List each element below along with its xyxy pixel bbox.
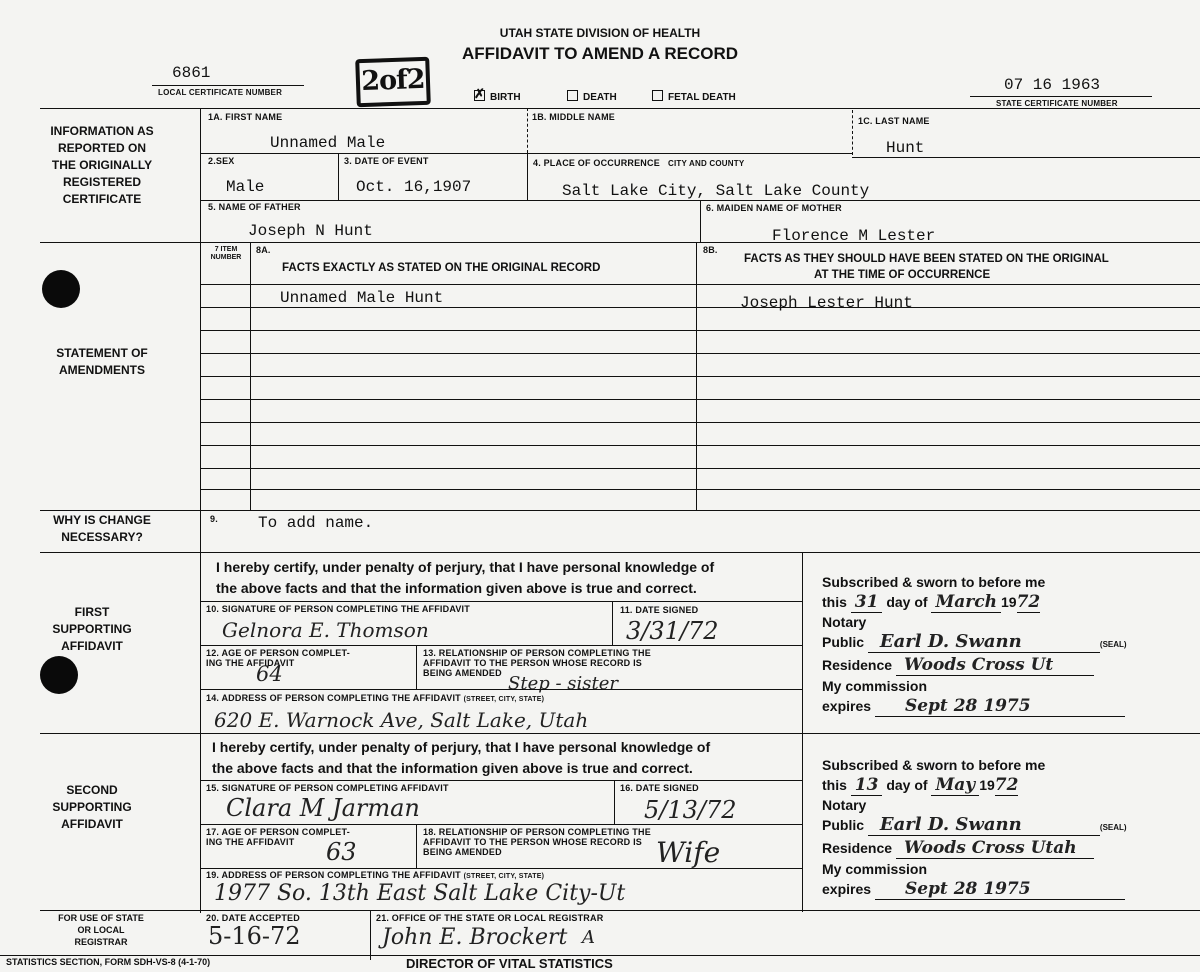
first-notary-expires: Sept 28 1975	[875, 696, 1125, 717]
second-notary-day: 13	[851, 775, 883, 796]
second-notary-year: 72	[994, 775, 1019, 795]
reason-number: 9.	[210, 514, 218, 524]
column-8a-number: 8A.	[256, 245, 271, 255]
first-notary-day: 31	[851, 592, 883, 613]
first-certification-line2: the above facts and that the information given above is true and correct.	[216, 580, 697, 596]
second-age-label-line2: ING THE AFFIDAVIT	[206, 837, 295, 847]
registrar-office-label: 21. OFFICE OF THE STATE OR LOCAL REGISTRAR	[376, 913, 604, 923]
first-expires-label: expires	[822, 698, 872, 714]
form-title: AFFIDAVIT TO AMEND A RECORD	[461, 44, 739, 63]
fetal-death-label: FETAL DEATH	[668, 92, 736, 103]
why-change-side-label: WHY IS CHANGE NECESSARY?	[53, 513, 151, 544]
father-name-value: Joseph N Hunt	[248, 222, 373, 240]
second-notary-block	[822, 755, 1192, 905]
place-value: Salt Lake City, Salt Lake County	[562, 182, 870, 200]
last-name-value: Hunt	[886, 139, 925, 157]
original-fact-value: Unnamed Male Hunt	[280, 289, 444, 307]
second-certification-line2: the above facts and that the information given above is true and correct.	[212, 760, 693, 776]
last-name-label: 1C. LAST NAME	[858, 116, 930, 126]
second-notary-day-of: day of	[886, 777, 928, 793]
second-age: 63	[326, 838, 357, 866]
form-identifier: STATISTICS SECTION, FORM SDH-VS-8 (4-1-70)	[6, 957, 211, 967]
second-commission-label: My commission	[822, 861, 928, 877]
first-address-label: 14. ADDRESS OF PERSON COMPLETING THE AFFIDAVIT (STREET, CITY, STATE)	[206, 693, 545, 703]
first-date-label: 11. DATE SIGNED	[620, 605, 699, 615]
middle-name-label: 1B. MIDDLE NAME	[532, 112, 616, 122]
second-relationship-label-line2: AFFIDAVIT TO THE PERSON WHOSE RECORD IS	[423, 837, 642, 847]
state-certificate-label: STATE CERTIFICATE NUMBER	[996, 99, 1118, 108]
first-relationship-label-line1: 13. RELATIONSHIP OF PERSON COMPLETING THE	[423, 648, 651, 658]
amendments-side-label: STATEMENT OF AMENDMENTS	[56, 346, 148, 377]
date-of-event-value: Oct. 16,1907	[356, 178, 472, 196]
second-relationship: Wife	[656, 836, 721, 869]
second-relationship-label-line1: 18. RELATIONSHIP OF PERSON COMPLETING THE	[423, 827, 651, 837]
record-type-fetal-death[interactable]	[652, 90, 736, 103]
first-notary-year-prefix: 19	[1000, 594, 1017, 610]
local-certificate-number: 6861	[172, 64, 211, 82]
second-residence-label: Residence	[822, 840, 893, 856]
record-type-death[interactable]	[567, 90, 617, 103]
first-notary-this: this	[822, 594, 847, 610]
reason-value: To add name.	[258, 514, 374, 532]
column-8b-header-line1: FACTS AS THEY SHOULD HAVE BEEN STATED ON THE ORIGINAL	[744, 253, 1109, 265]
death-label: DEATH	[583, 92, 617, 103]
registrar-title: DIRECTOR OF VITAL STATISTICS	[406, 956, 613, 971]
death-checkbox[interactable]	[567, 90, 578, 101]
first-date-signed: 3/31/72	[626, 617, 719, 645]
sex-value: Male	[226, 178, 265, 196]
birth-checkbox[interactable]: ✗	[474, 86, 485, 101]
date-accepted-label: 20. DATE ACCEPTED	[206, 913, 300, 923]
first-name-label: 1A. FIRST NAME	[208, 112, 283, 122]
date-accepted: 5-16-72	[208, 922, 301, 950]
registrar-signature: John E. Brockert	[382, 925, 568, 950]
first-notary-residence: Woods Cross Ut	[896, 655, 1094, 676]
column-8b-header-line2: AT THE TIME OF OCCURRENCE	[814, 269, 991, 281]
first-relationship-label-line3: BEING AMENDED	[423, 668, 502, 678]
registrar-initials: A	[582, 927, 595, 948]
first-notary-public-label: Public	[822, 634, 865, 650]
first-notary-block	[822, 572, 1192, 722]
mother-name-label: 6. MAIDEN NAME OF MOTHER	[706, 203, 842, 213]
first-relationship: Step - sister	[508, 673, 618, 694]
first-commission-label: My commission	[822, 678, 928, 694]
second-address-label: 19. ADDRESS OF PERSON COMPLETING THE AFFIDAVIT (STREET, CITY, STATE)	[206, 870, 545, 880]
first-age: 64	[256, 662, 283, 686]
second-notary-expires: Sept 28 1975	[875, 879, 1125, 900]
place-label: 4. PLACE OF OCCURRENCE CITY AND COUNTY	[533, 158, 745, 168]
birth-label: BIRTH	[490, 92, 521, 103]
first-notary-year: 72	[1016, 592, 1041, 612]
second-address: 1977 So. 13th East Salt Lake City-Ut	[214, 881, 626, 906]
fetal-death-checkbox[interactable]	[652, 90, 663, 101]
first-affidavit-side-label: FIRST SUPPORTING AFFIDAVIT	[52, 605, 132, 653]
first-signature-label: 10. SIGNATURE OF PERSON COMPLETING THE AFFIDAVIT	[206, 604, 470, 614]
second-signature: Clara M Jarman	[226, 794, 420, 822]
state-certificate-number: 07 16 1963	[1004, 76, 1101, 94]
first-notary-seal: (SEAL)	[1099, 640, 1127, 649]
second-age-label-line1: 17. AGE OF PERSON COMPLET-	[206, 827, 350, 837]
second-notary-label: Notary	[822, 797, 867, 813]
first-notary-month: March	[931, 592, 1001, 613]
second-affidavit-side-label: SECOND SUPPORTING AFFIDAVIT	[52, 783, 132, 831]
page-stamp	[355, 57, 431, 108]
first-notary-day-of: day of	[886, 594, 928, 610]
first-age-label-line1: 12. AGE OF PERSON COMPLET-	[206, 648, 350, 658]
item-number-label: 7 ITEM NUMBER	[210, 246, 242, 261]
first-signature: Gelnora E. Thomson	[222, 618, 429, 642]
column-8a-header: FACTS EXACTLY AS STATED ON THE ORIGINAL RECORD	[282, 262, 601, 274]
second-notary-year-prefix: 19	[979, 777, 995, 793]
father-name-label: 5. NAME OF FATHER	[208, 202, 301, 212]
punch-hole-bottom	[40, 656, 78, 694]
second-signature-label: 15. SIGNATURE OF PERSON COMPLETING AFFIDAVIT	[206, 783, 449, 793]
corrected-fact-value: Joseph Lester Hunt	[740, 294, 913, 312]
first-notary-sworn: Subscribed & sworn to before me	[822, 574, 1046, 590]
second-date-signed: 5/13/72	[644, 796, 737, 824]
second-date-label: 16. DATE SIGNED	[620, 783, 699, 793]
original-info-side-label: INFORMATION AS REPORTED ON THE ORIGINALLY REGISTERED CERTIFICATE	[50, 124, 154, 206]
record-type-birth[interactable]	[474, 86, 521, 103]
date-of-event-label: 3. DATE OF EVENT	[344, 156, 429, 166]
mother-name-value: Florence M Lester	[772, 227, 936, 245]
agency-name: UTAH STATE DIVISION OF HEALTH	[499, 26, 701, 40]
second-notary-public-label: Public	[822, 817, 865, 833]
first-certification-line1: I hereby certify, under penalty of perjury, that I have personal knowledge of	[216, 559, 715, 575]
local-certificate-label: LOCAL CERTIFICATE NUMBER	[158, 88, 283, 97]
first-address: 620 E. Warnock Ave, Salt Lake, Utah	[214, 708, 589, 732]
second-notary-this: this	[822, 777, 847, 793]
column-8b-number: 8B.	[703, 245, 718, 255]
first-age-label-line2: ING THE AFFIDAVIT	[206, 658, 295, 668]
second-notary-month: May	[931, 775, 979, 796]
first-notary-name: Earl D. Swann	[868, 632, 1100, 653]
punch-hole-top	[42, 270, 80, 308]
first-residence-label: Residence	[822, 657, 893, 673]
second-certification-line1: I hereby certify, under penalty of perjury, that I have personal knowledge of	[212, 739, 711, 755]
first-notary-label: Notary	[822, 614, 867, 630]
registrar-side-label: FOR USE OF STATE OR LOCAL REGISTRAR	[58, 913, 144, 947]
second-expires-label: expires	[822, 881, 872, 897]
second-notary-seal: (SEAL)	[1099, 823, 1127, 832]
second-relationship-label-line3: BEING AMENDED	[423, 847, 502, 857]
first-name-value: Unnamed Male	[270, 134, 386, 152]
page-stamp-text: 2of2	[360, 63, 426, 98]
first-relationship-label-line2: AFFIDAVIT TO THE PERSON WHOSE RECORD IS	[423, 658, 642, 668]
second-notary-residence: Woods Cross Utah	[896, 838, 1094, 859]
second-notary-sworn: Subscribed & sworn to before me	[822, 757, 1046, 773]
sex-label: 2.SEX	[208, 156, 235, 166]
second-notary-name: Earl D. Swann	[868, 815, 1100, 836]
